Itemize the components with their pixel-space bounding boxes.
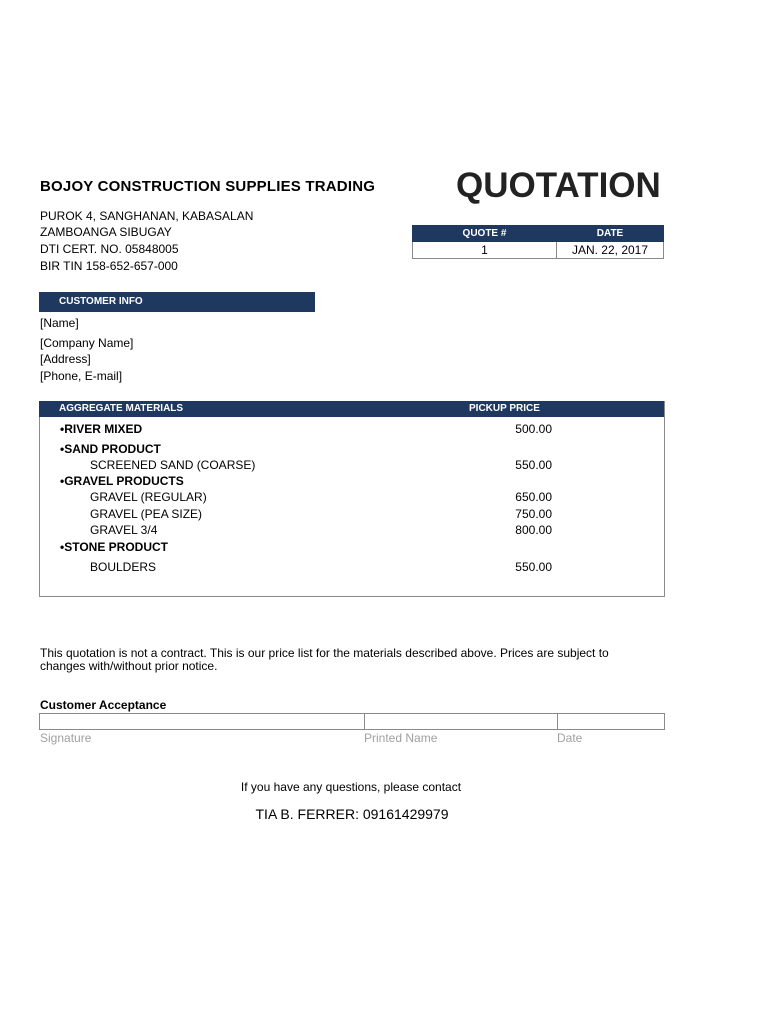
customer-contact: [Phone, E-mail] [40, 369, 123, 383]
customer-info-header [39, 292, 315, 312]
customer-name: [Name] [40, 316, 79, 330]
date-header: DATE [557, 226, 664, 242]
quote-number-header: QUOTE # [413, 226, 557, 242]
address-line: ZAMBOANGA SIBUGAY [40, 225, 172, 239]
material-item: GRAVEL (PEA SIZE) [90, 507, 203, 521]
contact-person: TIA B. FERRER: 09161429979 [255, 806, 449, 822]
company-name: BOJOY CONSTRUCTION SUPPLIES TRADING [40, 178, 376, 195]
field-divider [557, 714, 558, 729]
material-price: 750.00 [515, 507, 552, 521]
contact-prompt: If you have any questions, please contact [240, 780, 462, 794]
date-value: JAN. 22, 2017 [557, 242, 664, 259]
document-title: QUOTATION [456, 166, 661, 205]
customer-company: [Company Name] [40, 336, 134, 350]
dti-cert-line: DTI CERT. NO. 05848005 [40, 242, 179, 256]
material-category: •STONE PRODUCT [60, 540, 168, 554]
address-line: PUROK 4, SANGHANAN, KABASALAN [40, 209, 254, 223]
bir-tin-line: BIR TIN 158-652-657-000 [40, 259, 178, 273]
materials-table-header [39, 401, 664, 417]
material-item: GRAVEL (REGULAR) [90, 490, 207, 504]
material-price: 550.00 [515, 560, 552, 574]
material-category: •GRAVEL PRODUCTS [60, 474, 184, 488]
material-category: •RIVER MIXED [60, 422, 143, 436]
signature-label: Signature [40, 731, 92, 745]
customer-acceptance-title: Customer Acceptance [40, 698, 167, 712]
material-item: BOULDERS [90, 560, 157, 574]
field-divider [364, 714, 365, 729]
material-price: 800.00 [515, 523, 552, 537]
material-price: 550.00 [515, 458, 552, 472]
quote-info-table [412, 225, 664, 259]
material-price: 500.00 [515, 422, 552, 436]
customer-info-label: CUSTOMER INFO [59, 296, 143, 307]
printed-name-label: Printed Name [364, 731, 438, 745]
disclaimer-text: This quotation is not a contract. This is our price list for the materials described above. Prices are subject to changes with/without prior notice. [40, 646, 609, 673]
material-item: SCREENED SAND (COARSE) [90, 458, 256, 472]
quote-number-value: 1 [413, 242, 557, 259]
price-column-header: PICKUP PRICE [469, 403, 540, 414]
date-label: Date [557, 731, 583, 745]
material-price: 650.00 [515, 490, 552, 504]
materials-column-header: AGGREGATE MATERIALS [59, 403, 184, 414]
material-item: GRAVEL 3/4 [90, 523, 158, 537]
acceptance-fields-row [39, 713, 665, 730]
customer-address: [Address] [40, 352, 91, 366]
material-category: •SAND PRODUCT [60, 442, 161, 456]
